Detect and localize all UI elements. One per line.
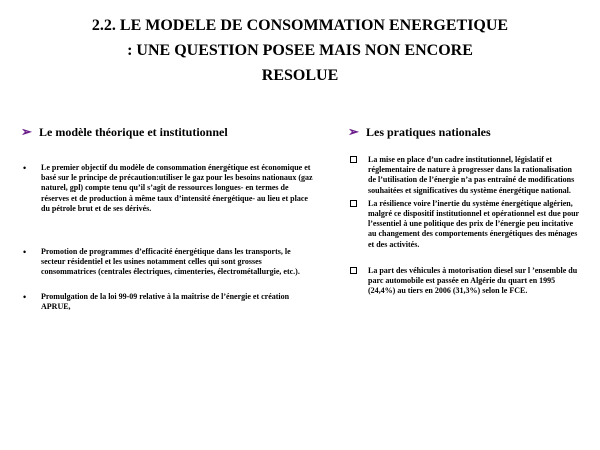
left-bullet-3 [21,292,313,312]
checkbox-icon [350,200,357,207]
right-heading-text: Les pratiques nationales [366,125,491,139]
left-heading-text: Le modèle théorique et institutionnel [39,125,228,139]
right-item-1 [348,155,580,196]
dot-icon: • [23,247,27,258]
title-line-1: 2.2. LE MODELE DE CONSOMMATION ENERGETIQUE [91,17,509,34]
left-bullet-2 [21,247,313,278]
checkbox-icon [350,267,357,274]
arrow-bullet-icon: ➢ [348,124,359,139]
left-bullet-2-text: Promotion de programmes d’efficacité énergétique dans les transports, le secteur résidentiel et les usines notamment celles qui sont grosses consommatrices (centrales électriques, cimenteries, électrométallurgie, etc.). [41,247,300,277]
slide-title [20,13,580,88]
checkbox-icon [350,156,357,163]
dot-icon: • [23,163,27,173]
right-item-3-text: La part des véhicules à motorisation diesel sur l ’ensemble du parc automobile est passée en Algérie du quart en 1995 (24,4%) au tiers en 2006 (31,3%) selon le FCE. [368,265,578,296]
left-bullet-1 [21,163,313,214]
left-column [21,125,313,312]
right-heading [348,125,580,139]
dot-icon: • [23,291,27,302]
right-item-2 [348,199,580,250]
right-column [348,125,580,296]
arrow-bullet-icon: ➢ [21,124,32,139]
right-item-3 [348,266,580,297]
right-item-2-text: La résilience voire l’inertie du système énergétique algérien, malgré ce dispositif institutionnel et opérationnel est due pour l’essentiel à une politique des prix de l’énergie peu incitative au changement des comportements énergétiques des ménages et des activités. [368,198,579,249]
left-bullet-3-text: Promulgation de la loi 99-09 relative à la maîtrise de l’énergie et création APRUE, [41,291,290,311]
title-line-3: RESOLUE [261,67,339,84]
right-item-1-text: La mise en place d’un cadre institutionnel, législatif et réglementaire de nature à progresser dans la rationalisation de l’utilisation de l’énergie n’a pas entraîné de modifications souhaitées et significatives du système énergétique national. [368,155,575,195]
left-heading [21,125,313,139]
left-bullet-1-text: Le premier objectif du modèle de consommation énergétique est économique et basé sur le principe de précaution:utiliser le gaz pour les besoins nationaux (gaz naturel, gpl) compte tenu qu’il s’agit de ressources longues- en termes de réserves et de production à même taux d’intensité énergétique- au lieu et place du pétrole brut et de ses dérivés. [41,163,313,213]
title-line-2: : UNE QUESTION POSEE MAIS NON ENCORE [127,42,473,59]
